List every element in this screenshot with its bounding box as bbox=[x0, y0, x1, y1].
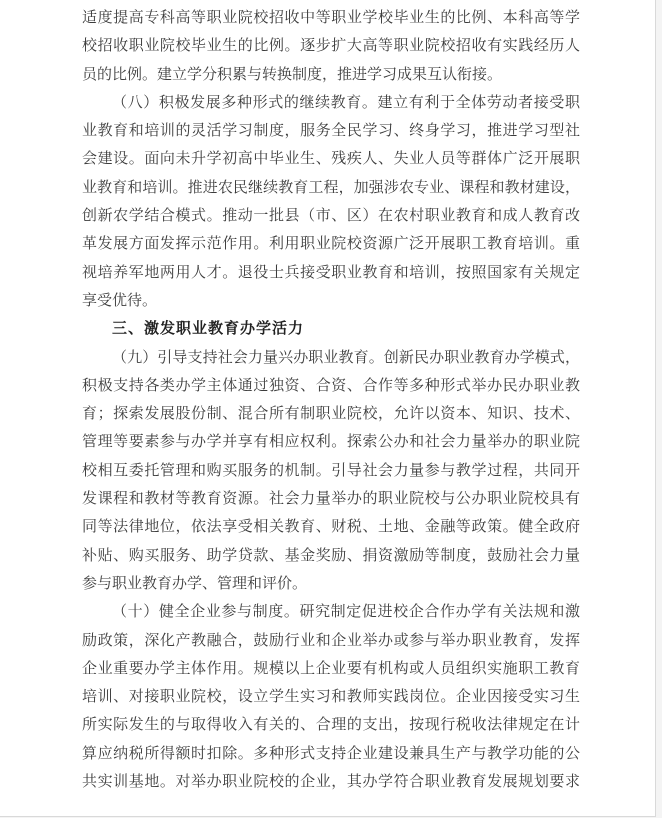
section-heading-3 bbox=[82, 315, 580, 343]
text-line: 校相互委托管理和购买服务的机制。引导社会力量参与教学过程，共同开 bbox=[82, 462, 580, 479]
paragraph-item-9 bbox=[82, 344, 580, 599]
text-line: （十）健全企业参与制度。研究制定促进校企合作办学有关法规和激 bbox=[112, 604, 580, 621]
text-line: 发课程和教材等教育资源。社会力量举办的职业院校与公办职业院校具有 bbox=[82, 491, 580, 508]
paragraph-item-10 bbox=[82, 598, 580, 796]
text-line: 同等法律地位，依法享受相关教育、财税、土地、金融等政策。健全政府 bbox=[82, 519, 580, 536]
text-line: 业教育和培训的灵活学习制度，服务全民学习、终身学习，推进学习型社 bbox=[82, 123, 580, 140]
text-line: 业教育和培训。推进农民继续教育工程，加强涉农专业、课程和教材建设， bbox=[82, 179, 580, 196]
paragraph-continuation bbox=[82, 4, 580, 89]
text-line: 励政策，深化产教融合，鼓励行业和企业举办或参与举办职业教育，发挥 bbox=[82, 632, 580, 649]
text-line: （九）引导支持社会力量兴办职业教育。创新民办职业教育办学模式， bbox=[112, 349, 580, 366]
text-line: 革发展方面发挥示范作用。利用职业院校资源广泛开展职工教育培训。重 bbox=[82, 236, 580, 253]
text-line: 算应纳税所得额时扣除。多种形式支持企业建设兼具生产与教学功能的公 bbox=[82, 745, 580, 762]
text-line: 企业重要办学主体作用。规模以上企业要有机构或人员组织实施职工教育 bbox=[82, 660, 580, 677]
text-line: 视培养军地两用人才。退役士兵接受职业教育和培训，按照国家有关规定 bbox=[82, 264, 580, 281]
text-line: 共实训基地。对举办职业院校的企业，其办学符合职业教育发展规划要求 bbox=[82, 774, 580, 791]
text-line: 三、激发职业教育办学活力 bbox=[112, 321, 305, 338]
text-line: 积极支持各类办学主体通过独资、合资、合作等多种形式举办民办职业教 bbox=[82, 377, 580, 394]
text-line: 创新农学结合模式。推动一批县（市、区）在农村职业教育和成人教育改 bbox=[82, 208, 580, 225]
text-line: 育；探索发展股份制、混合所有制职业院校，允许以资本、知识、技术、 bbox=[82, 406, 580, 423]
text-line: 所实际发生的与取得收入有关的、合理的支出，按现行税收法律规定在计 bbox=[82, 717, 580, 734]
text-line: （八）积极发展多种形式的继续教育。建立有利于全体劳动者接受职 bbox=[112, 94, 580, 111]
text-line: 补贴、购买服务、助学贷款、基金奖励、捐资激励等制度，鼓励社会力量 bbox=[82, 547, 580, 564]
text-line: 适度提高专科高等职业院校招收中等职业学校毕业生的比例、本科高等学 bbox=[82, 10, 580, 26]
text-line: 员的比例。建立学分积累与转换制度，推进学习成果互认衔接。 bbox=[82, 66, 503, 83]
text-line: 管理等要素参与办学并享有相应权利。探索公办和社会力量举办的职业院 bbox=[82, 434, 580, 451]
text-line: 培训、对接职业院校，设立学生实习和教师实践岗位。企业因接受实习生 bbox=[82, 689, 580, 706]
paragraph-item-8 bbox=[82, 89, 580, 315]
text-line: 享受优待。 bbox=[82, 292, 158, 309]
text-line: 会建设。面向未升学初高中毕业生、残疾人、失业人员等群体广泛开展职 bbox=[82, 151, 580, 168]
text-line: 校招收职业院校毕业生的比例。逐步扩大高等职业院校招收有实践经历人 bbox=[82, 38, 580, 55]
text-line: 参与职业教育办学、管理和评价。 bbox=[82, 575, 308, 592]
